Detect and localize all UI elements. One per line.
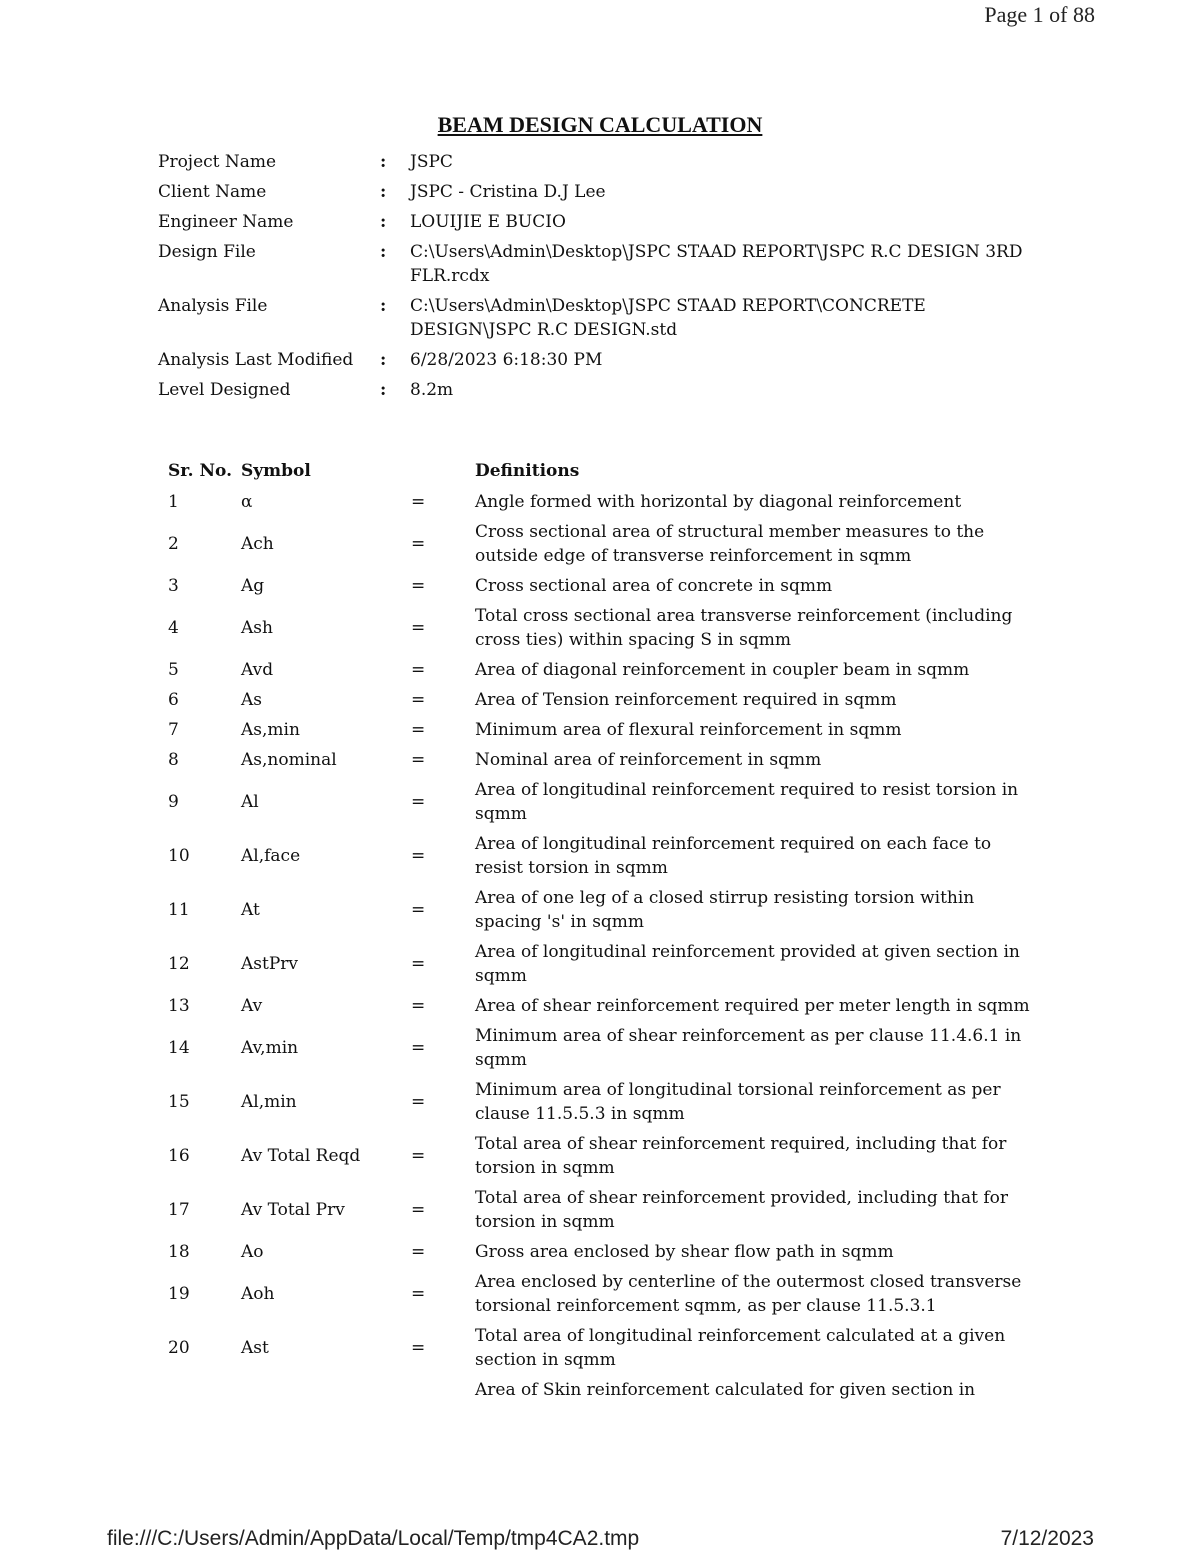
row-definition: Minimum area of shear reinforcement as per clause 11.4.6.1 in sqmm bbox=[475, 1026, 1022, 1070]
equals-sign: = bbox=[411, 1284, 426, 1304]
row-symbol: Al,min bbox=[241, 1092, 297, 1112]
row-symbol: Ao bbox=[241, 1242, 264, 1262]
row-definition: Minimum area of flexural reinforcement in sqmm bbox=[475, 720, 902, 740]
row-symbol: Al bbox=[241, 792, 259, 812]
row-number: 6 bbox=[168, 690, 179, 710]
project-info-row bbox=[158, 294, 1058, 342]
row-definition: Angle formed with horizontal by diagonal reinforcement bbox=[475, 492, 962, 512]
table-row bbox=[168, 715, 1048, 745]
equals-sign: = bbox=[411, 1146, 426, 1166]
project-info-row bbox=[158, 210, 1058, 234]
row-symbol: Av bbox=[241, 996, 263, 1016]
project-info-value: LOUIJIE E BUCIO bbox=[410, 212, 566, 232]
project-info-label: Level Designed bbox=[158, 380, 291, 400]
row-number: 15 bbox=[168, 1092, 190, 1112]
table-row bbox=[168, 991, 1048, 1021]
row-symbol: α bbox=[241, 492, 253, 512]
row-definition: Area of Tension reinforcement required in sqmm bbox=[475, 690, 897, 710]
row-number: 18 bbox=[168, 1242, 190, 1262]
equals-sign: = bbox=[411, 618, 426, 638]
row-definition: Cross sectional area of concrete in sqmm bbox=[475, 576, 833, 596]
row-definition: Area of longitudinal reinforcement required on each face to resist torsion in sqmm bbox=[475, 834, 992, 878]
table-row bbox=[168, 1375, 1048, 1405]
document-title: BEAM DESIGN CALCULATION bbox=[437, 112, 763, 137]
row-number: 11 bbox=[168, 900, 190, 920]
table-row bbox=[168, 1075, 1048, 1129]
header-sr-no: Sr. No. bbox=[168, 461, 233, 481]
table-row bbox=[168, 829, 1048, 883]
row-definition: Total cross sectional area transverse reinforcement (including cross ties) within spacing S in sqmm bbox=[475, 606, 1013, 650]
colon-separator: : bbox=[380, 212, 387, 232]
row-definition: Area of longitudinal reinforcement required to resist torsion in sqmm bbox=[475, 780, 1019, 824]
table-body bbox=[168, 487, 1048, 1405]
row-definition: Minimum area of longitudinal torsional reinforcement as per clause 11.5.5.3 in sqmm bbox=[475, 1080, 1001, 1124]
table-row bbox=[168, 487, 1048, 517]
row-definition: Area of longitudinal reinforcement provided at given section in sqmm bbox=[475, 942, 1020, 986]
equals-sign: = bbox=[411, 576, 426, 596]
equals-sign: = bbox=[411, 660, 426, 680]
row-symbol: At bbox=[241, 900, 260, 920]
row-definition: Area of one leg of a closed stirrup resisting torsion within spacing 's' in sqmm bbox=[475, 888, 975, 932]
row-number: 20 bbox=[168, 1338, 190, 1358]
row-definition: Gross area enclosed by shear flow path in sqmm bbox=[475, 1242, 894, 1262]
row-number: 1 bbox=[168, 492, 179, 512]
table-row bbox=[168, 1129, 1048, 1183]
project-info-value: JSPC bbox=[410, 152, 453, 172]
row-number: 9 bbox=[168, 792, 179, 812]
project-info-value: 6/28/2023 6:18:30 PM bbox=[410, 350, 603, 370]
row-number: 17 bbox=[168, 1200, 190, 1220]
equals-sign: = bbox=[411, 1200, 426, 1220]
row-definition: Total area of longitudinal reinforcement calculated at a given section in sqmm bbox=[475, 1326, 1006, 1370]
header-definitions: Definitions bbox=[475, 461, 580, 481]
row-symbol: Ash bbox=[241, 618, 273, 638]
row-definition: Area of shear reinforcement required per meter length in sqmm bbox=[475, 996, 1030, 1016]
row-number: 2 bbox=[168, 534, 179, 554]
row-symbol: Ach bbox=[241, 534, 274, 554]
table-row bbox=[168, 775, 1048, 829]
table-row bbox=[168, 1183, 1048, 1237]
row-definition: Area of diagonal reinforcement in coupler beam in sqmm bbox=[475, 660, 970, 680]
table-row bbox=[168, 517, 1048, 571]
row-symbol: As,min bbox=[241, 720, 300, 740]
table-row bbox=[168, 1237, 1048, 1267]
project-info-label: Analysis Last Modified bbox=[158, 350, 354, 370]
equals-sign: = bbox=[411, 1092, 426, 1112]
row-number: 13 bbox=[168, 996, 190, 1016]
row-symbol: Ast bbox=[241, 1338, 269, 1358]
colon-separator: : bbox=[380, 242, 387, 262]
row-definition: Area of Skin reinforcement calculated for given section in bbox=[475, 1380, 976, 1400]
row-number: 7 bbox=[168, 720, 179, 740]
row-number: 8 bbox=[168, 750, 179, 770]
row-definition: Total area of shear reinforcement provided, including that for torsion in sqmm bbox=[475, 1188, 1008, 1232]
equals-sign: = bbox=[411, 996, 426, 1016]
table-row bbox=[168, 685, 1048, 715]
colon-separator: : bbox=[380, 182, 387, 202]
project-info-value: JSPC - Cristina D.J Lee bbox=[410, 182, 606, 202]
project-info-row bbox=[158, 150, 1058, 174]
project-info-row bbox=[158, 240, 1058, 288]
equals-sign: = bbox=[411, 750, 426, 770]
row-number: 19 bbox=[168, 1284, 190, 1304]
project-info-value: C:\Users\Admin\Desktop\JSPC STAAD REPORT\JSPC R.C DESIGN 3RD FLR.rcdx bbox=[410, 242, 1023, 286]
project-info-label: Project Name bbox=[158, 152, 277, 172]
equals-sign: = bbox=[411, 954, 426, 974]
equals-sign: = bbox=[411, 534, 426, 554]
equals-sign: = bbox=[411, 900, 426, 920]
row-number: 3 bbox=[168, 576, 179, 596]
row-definition: Total area of shear reinforcement required, including that for torsion in sqmm bbox=[475, 1134, 1007, 1178]
table-row bbox=[168, 883, 1048, 937]
definitions-table bbox=[168, 457, 1048, 1405]
project-info-row bbox=[158, 180, 1058, 204]
row-symbol: Avd bbox=[241, 660, 274, 680]
row-symbol: Av,min bbox=[241, 1038, 299, 1058]
project-info-row bbox=[158, 348, 1058, 372]
equals-sign: = bbox=[411, 492, 426, 512]
table-row bbox=[168, 571, 1048, 601]
row-number: 5 bbox=[168, 660, 179, 680]
equals-sign: = bbox=[411, 846, 426, 866]
project-info-label: Engineer Name bbox=[158, 212, 294, 232]
project-info bbox=[158, 150, 1058, 408]
equals-sign: = bbox=[411, 792, 426, 812]
row-symbol: Ag bbox=[241, 576, 265, 596]
table-row bbox=[168, 1267, 1048, 1321]
row-definition: Cross sectional area of structural member measures to the outside edge of transverse reinforcement in sqmm bbox=[475, 522, 985, 566]
table-row bbox=[168, 1321, 1048, 1375]
colon-separator: : bbox=[380, 380, 387, 400]
row-definition: Nominal area of reinforcement in sqmm bbox=[475, 750, 822, 770]
row-symbol: As,nominal bbox=[241, 750, 337, 770]
table-header bbox=[168, 457, 1048, 485]
table-row bbox=[168, 601, 1048, 655]
row-number: 12 bbox=[168, 954, 190, 974]
row-symbol: As bbox=[241, 690, 263, 710]
row-symbol: AstPrv bbox=[241, 954, 299, 974]
equals-sign: = bbox=[411, 1242, 426, 1262]
row-number: 16 bbox=[168, 1146, 190, 1166]
table-row bbox=[168, 937, 1048, 991]
project-info-value: C:\Users\Admin\Desktop\JSPC STAAD REPORT\CONCRETE DESIGN\JSPC R.C DESIGN.std bbox=[410, 296, 926, 340]
equals-sign: = bbox=[411, 690, 426, 710]
row-symbol: Al,face bbox=[241, 846, 301, 866]
project-info-label: Client Name bbox=[158, 182, 267, 202]
header-symbol: Symbol bbox=[241, 461, 311, 481]
project-info-label: Design File bbox=[158, 242, 256, 262]
colon-separator: : bbox=[380, 350, 387, 370]
project-info-label: Analysis File bbox=[158, 296, 268, 316]
table-row bbox=[168, 655, 1048, 685]
project-info-row bbox=[158, 378, 1058, 402]
row-symbol: Aoh bbox=[241, 1284, 275, 1304]
table-row bbox=[168, 1021, 1048, 1075]
page-indicator: Page 1 of 88 bbox=[984, 2, 1095, 27]
row-definition: Area enclosed by centerline of the outermost closed transverse torsional reinforcement sqmm, as per clause 11.5.3.1 bbox=[475, 1272, 1022, 1316]
row-number: 10 bbox=[168, 846, 190, 866]
table-row bbox=[168, 745, 1048, 775]
equals-sign: = bbox=[411, 720, 426, 740]
row-symbol: Av Total Reqd bbox=[241, 1146, 361, 1166]
equals-sign: = bbox=[411, 1338, 426, 1358]
row-symbol: Av Total Prv bbox=[241, 1200, 345, 1220]
row-number: 4 bbox=[168, 618, 179, 638]
footer-date: 7/12/2023 bbox=[1000, 1527, 1094, 1550]
colon-separator: : bbox=[380, 296, 387, 316]
colon-separator: : bbox=[380, 152, 387, 172]
row-number: 14 bbox=[168, 1038, 190, 1058]
footer-file-path: file:///C:/Users/Admin/AppData/Local/Temp/tmp4CA2.tmp bbox=[107, 1527, 640, 1550]
equals-sign: = bbox=[411, 1038, 426, 1058]
project-info-value: 8.2m bbox=[410, 380, 454, 400]
